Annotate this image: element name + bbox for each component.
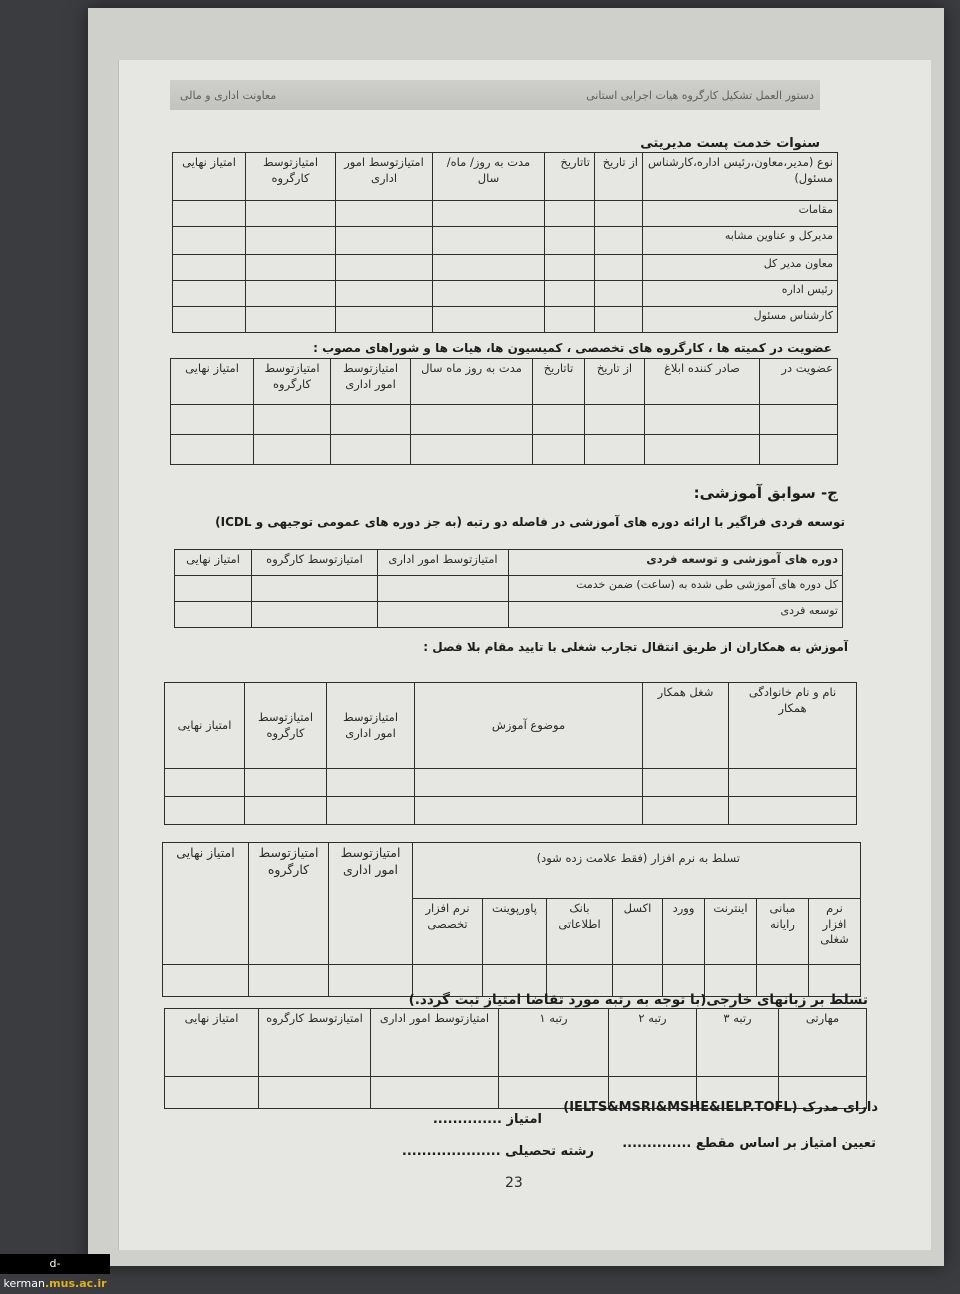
col-committee-score: امتیازتوسط کارگروه bbox=[246, 153, 336, 201]
cell[interactable] bbox=[585, 405, 645, 435]
col-final-score: امتیاز نهایی bbox=[165, 683, 245, 769]
col-rank1: رتبه ۱ bbox=[499, 1009, 609, 1077]
cell[interactable] bbox=[378, 576, 509, 602]
col-final-score: امتیاز نهایی bbox=[175, 550, 252, 576]
membership-table bbox=[170, 358, 838, 465]
cell[interactable] bbox=[327, 797, 415, 825]
cell[interactable] bbox=[760, 405, 838, 435]
field-of-study-label: رشته تحصیلی .................... bbox=[401, 1144, 594, 1159]
section4-title: آموزش به همکاران از طریق انتقال تجارب شغلی با تایید مقام بلا فصل : bbox=[423, 640, 848, 654]
col-excel: اکسل bbox=[613, 899, 663, 965]
colleague-training-table bbox=[164, 682, 857, 825]
col-colleague-job: شغل همکار bbox=[643, 683, 729, 769]
cell[interactable] bbox=[331, 435, 411, 465]
col-final-score: امتیاز نهایی bbox=[165, 1009, 259, 1077]
col-duration: مدت به روز/ ماه/ سال bbox=[433, 153, 545, 201]
cell[interactable] bbox=[433, 255, 545, 281]
cell[interactable] bbox=[545, 307, 595, 333]
cell[interactable] bbox=[173, 255, 246, 281]
header-department: معاونت اداری و مالی bbox=[180, 89, 277, 102]
col-courses: دوره های آموزشی و توسعه فردی bbox=[509, 550, 843, 576]
page-header bbox=[170, 80, 820, 110]
col-final-score: امتیاز نهایی bbox=[163, 843, 249, 965]
col-issuer: صادر کننده ابلاغ bbox=[645, 359, 760, 405]
page-number: 23 bbox=[505, 1175, 523, 1191]
row-label: مدیرکل و عناوین مشابه bbox=[643, 227, 838, 255]
cell[interactable] bbox=[595, 255, 643, 281]
cell[interactable] bbox=[252, 576, 378, 602]
site-watermark: d-kerman.mus.ac.ir bbox=[0, 1254, 110, 1274]
section1-title: سنوات خدمت پست مدیریتی bbox=[640, 136, 820, 151]
cell[interactable] bbox=[433, 227, 545, 255]
cell[interactable] bbox=[411, 435, 533, 465]
certificate-label: دارای مدرک (IELTS&MSRI&MSHE&IELP.TOFL) bbox=[563, 1100, 878, 1115]
cell[interactable] bbox=[329, 965, 413, 997]
col-admin-score: امتیازتوسط امور اداری bbox=[327, 683, 415, 769]
col-internet: اینترنت bbox=[705, 899, 757, 965]
col-duration: مدت به روز ماه سال bbox=[411, 359, 533, 405]
col-from-date: از تاریخ bbox=[595, 153, 643, 201]
cell[interactable] bbox=[331, 405, 411, 435]
cell[interactable] bbox=[249, 965, 329, 997]
cell[interactable] bbox=[645, 435, 760, 465]
col-admin-score: امتیازتوسط امور اداری bbox=[329, 843, 413, 965]
col-database: بانک اطلاعاتی bbox=[547, 899, 613, 965]
col-to-date: تاتاریخ bbox=[545, 153, 595, 201]
cell[interactable] bbox=[336, 201, 433, 227]
col-from-date: از تاریخ bbox=[585, 359, 645, 405]
cell[interactable] bbox=[595, 227, 643, 255]
cell[interactable] bbox=[246, 255, 336, 281]
col-committee-score: امتیازتوسط کارگروه bbox=[259, 1009, 371, 1077]
cell[interactable] bbox=[433, 281, 545, 307]
cell[interactable] bbox=[246, 281, 336, 307]
cell[interactable] bbox=[173, 281, 246, 307]
software-group-header: تسلط به نرم افزار (فقط علامت زده شود) bbox=[413, 843, 861, 899]
cell[interactable] bbox=[254, 435, 331, 465]
col-topic: موضوع آموزش bbox=[415, 683, 643, 769]
cell[interactable] bbox=[533, 405, 585, 435]
col-committee-score: امتیازتوسط کارگروه bbox=[252, 550, 378, 576]
col-rank3: رتبه ۳ bbox=[697, 1009, 779, 1077]
cell[interactable] bbox=[545, 255, 595, 281]
cell[interactable] bbox=[415, 769, 643, 797]
certificate-score: امتیاز .............. bbox=[432, 1112, 542, 1127]
cell[interactable] bbox=[246, 201, 336, 227]
cell[interactable] bbox=[415, 797, 643, 825]
col-committee-score: امتیازتوسط کارگروه bbox=[245, 683, 327, 769]
col-admin-score: امتیازتوسط امور اداری bbox=[331, 359, 411, 405]
languages-table bbox=[164, 1008, 867, 1109]
row-label: معاون مدیر کل bbox=[643, 255, 838, 281]
section6-title: تسلط بر زبانهای خارجی(با توجه به رتبه مورد تقاضا امتیاز ثبت گردد.) bbox=[408, 992, 868, 1008]
col-to-date: تاتاریخ bbox=[533, 359, 585, 405]
col-colleague-name: نام و نام خانوادگی همکار bbox=[729, 683, 857, 769]
cell[interactable] bbox=[336, 255, 433, 281]
cell[interactable] bbox=[760, 435, 838, 465]
cell[interactable] bbox=[245, 769, 327, 797]
col-job-software: نرم افزار شغلی bbox=[809, 899, 861, 965]
cell[interactable] bbox=[336, 227, 433, 255]
cell[interactable] bbox=[173, 227, 246, 255]
col-type: نوع (مدیر،معاون،رئیس اداره،کارشناس مسئول) bbox=[643, 153, 838, 201]
cell[interactable] bbox=[173, 201, 246, 227]
cell[interactable] bbox=[545, 227, 595, 255]
cell[interactable] bbox=[165, 797, 245, 825]
cell[interactable] bbox=[165, 769, 245, 797]
cell[interactable] bbox=[175, 602, 252, 628]
cell[interactable] bbox=[173, 307, 246, 333]
col-admin-score: امتیازتوسط امور اداری bbox=[378, 550, 509, 576]
col-membership: عضویت در bbox=[760, 359, 838, 405]
col-word: وورد bbox=[663, 899, 705, 965]
cell[interactable] bbox=[245, 797, 327, 825]
row-label: مقامات bbox=[643, 201, 838, 227]
cell[interactable] bbox=[246, 307, 336, 333]
col-committee-score: امتیازتوسط کارگروه bbox=[249, 843, 329, 965]
software-skills-table bbox=[162, 842, 861, 997]
training-table bbox=[174, 549, 843, 628]
management-service-table bbox=[172, 152, 838, 333]
col-powerpoint: پاورپوینت bbox=[483, 899, 547, 965]
row-label: کل دوره های آموزشی طی شده به (ساعت) ضمن خدمت bbox=[509, 576, 843, 602]
cell[interactable] bbox=[411, 405, 533, 435]
col-admin-score: امتیازتوسط امور اداری bbox=[371, 1009, 499, 1077]
cell[interactable] bbox=[165, 1077, 259, 1109]
cell[interactable] bbox=[729, 797, 857, 825]
education-heading: ج- سوابق آموزشی: bbox=[693, 484, 838, 502]
cell[interactable] bbox=[259, 1077, 371, 1109]
header-title: دستور العمل تشکیل کارگروه هیات اجرایی استانی bbox=[586, 89, 814, 102]
cell[interactable] bbox=[595, 201, 643, 227]
section2-title: عضویت در کمیته ها ، کارگروه های تخصصی ، کمیسیون ها، هیات ها و شوراهای مصوب : bbox=[313, 341, 832, 355]
col-admin-score: امتیازتوسط امور اداری bbox=[336, 153, 433, 201]
row-label: کارشناس مسئول bbox=[643, 307, 838, 333]
cell[interactable] bbox=[643, 769, 729, 797]
cell[interactable] bbox=[595, 307, 643, 333]
col-skill: مهارتی bbox=[779, 1009, 867, 1077]
row-label: رئیس اداره bbox=[643, 281, 838, 307]
cell[interactable] bbox=[171, 405, 254, 435]
cell[interactable] bbox=[371, 1077, 499, 1109]
cell[interactable] bbox=[433, 307, 545, 333]
cell[interactable] bbox=[378, 602, 509, 628]
cell[interactable] bbox=[545, 201, 595, 227]
cell[interactable] bbox=[254, 405, 331, 435]
cell[interactable] bbox=[643, 797, 729, 825]
section3-subtitle: توسعه فردی فراگیر با ارائه دوره های آموزشی در فاصله دو رتبه (به جز دوره های عمومی توجیهی و ICDL) bbox=[215, 515, 845, 529]
col-rank2: رتبه ۲ bbox=[609, 1009, 697, 1077]
degree-score-label: تعیین امتیاز بر اساس مقطع .............. bbox=[622, 1136, 876, 1151]
cell[interactable] bbox=[327, 769, 415, 797]
cell[interactable] bbox=[163, 965, 249, 997]
cell[interactable] bbox=[336, 281, 433, 307]
cell[interactable] bbox=[645, 405, 760, 435]
cell[interactable] bbox=[336, 307, 433, 333]
cell[interactable] bbox=[545, 281, 595, 307]
col-specialized-software: نرم افزار تخصصی bbox=[413, 899, 483, 965]
col-computer-basics: مبانی رایانه bbox=[757, 899, 809, 965]
cell[interactable] bbox=[246, 227, 336, 255]
cell[interactable] bbox=[533, 435, 585, 465]
row-label: توسعه فردی bbox=[509, 602, 843, 628]
cell[interactable] bbox=[175, 576, 252, 602]
cell[interactable] bbox=[171, 435, 254, 465]
col-final-score: امتیاز نهایی bbox=[173, 153, 246, 201]
cell[interactable] bbox=[595, 281, 643, 307]
col-final-score: امتیاز نهایی bbox=[171, 359, 254, 405]
cell[interactable] bbox=[252, 602, 378, 628]
col-committee-score: امتیازتوسط کارگروه bbox=[254, 359, 331, 405]
cell[interactable] bbox=[729, 769, 857, 797]
cell[interactable] bbox=[585, 435, 645, 465]
cell[interactable] bbox=[433, 201, 545, 227]
